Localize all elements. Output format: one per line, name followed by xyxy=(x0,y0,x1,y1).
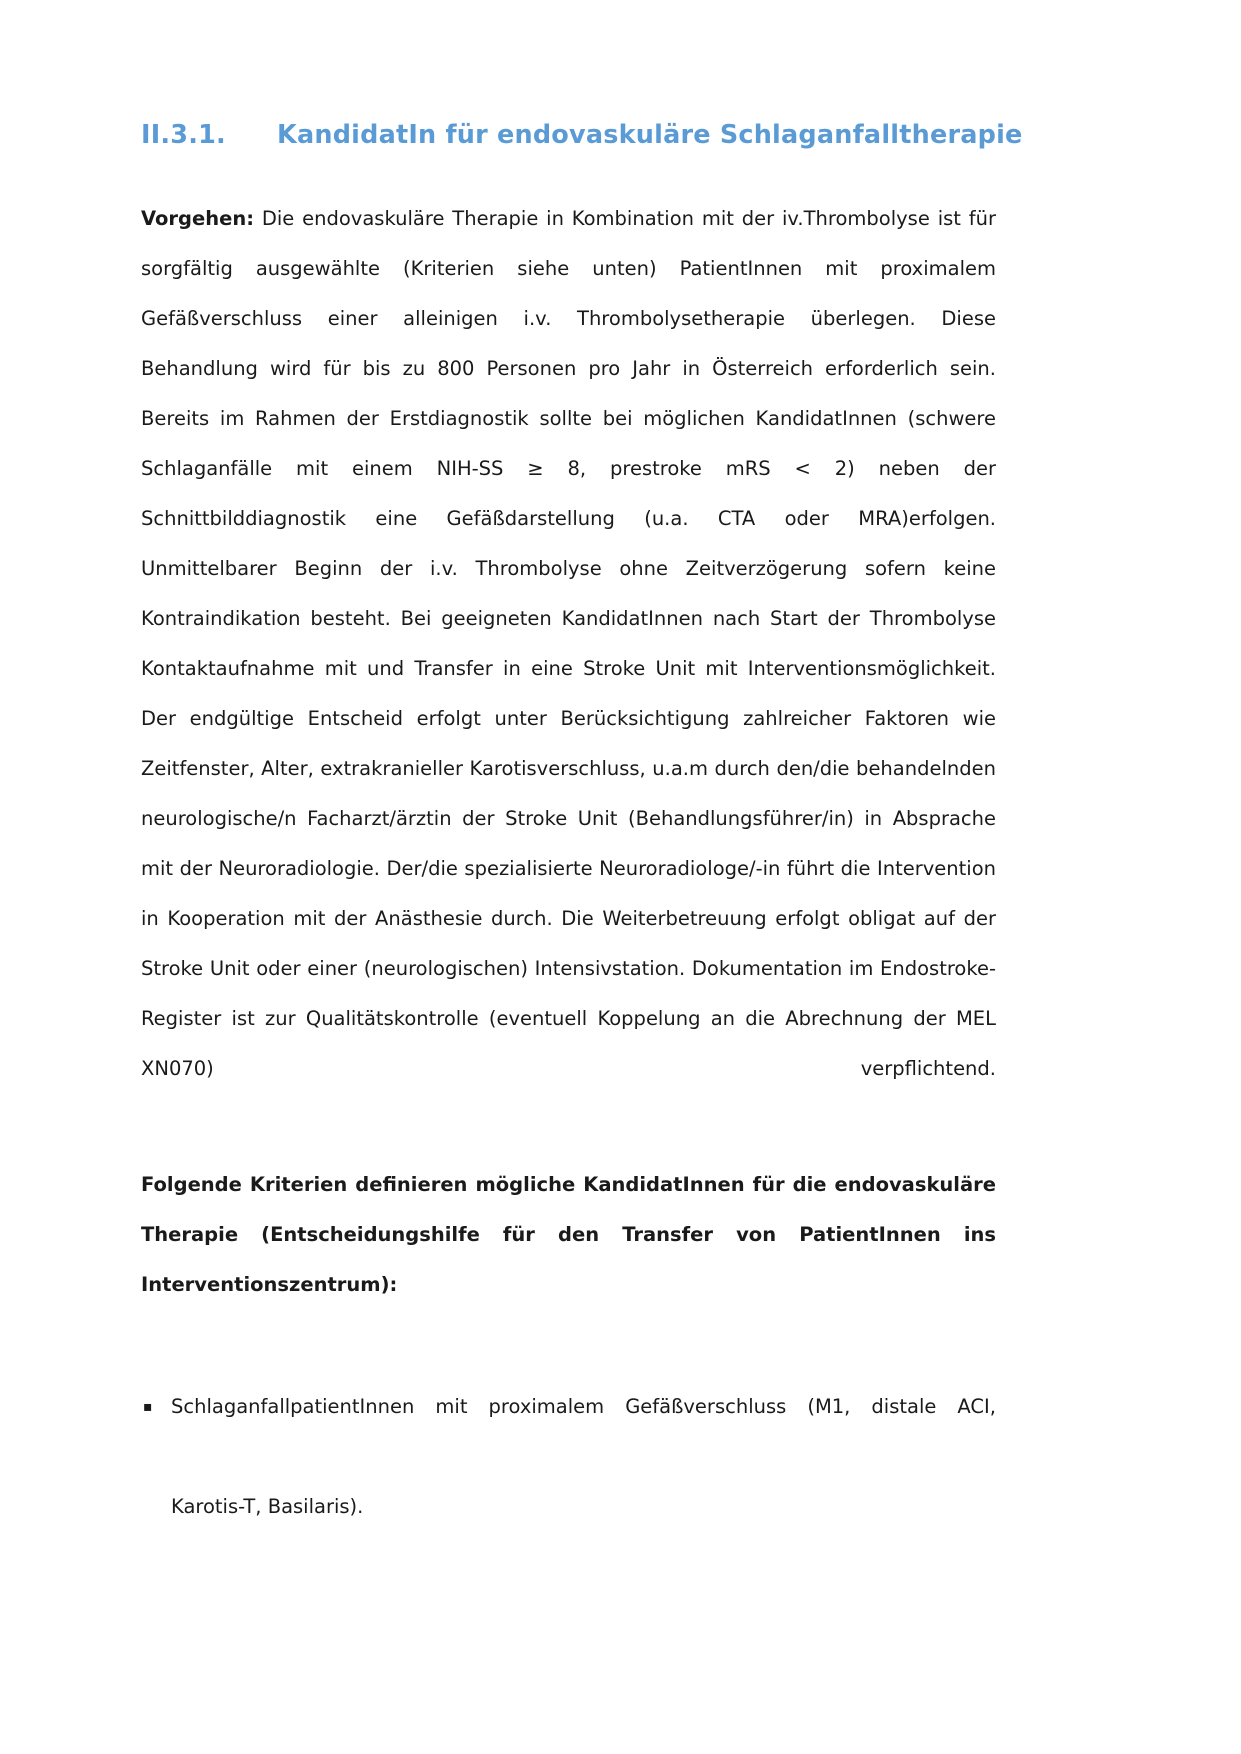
section-heading xyxy=(141,120,1101,150)
paragraph-criteria-intro xyxy=(141,1160,996,1360)
criteria-bullet-list xyxy=(141,1382,996,1532)
paragraph-vorgehen xyxy=(141,194,996,1144)
section-title: KandidatIn für endovaskuläre Schlaganfalltherapie xyxy=(277,120,1023,150)
square-bullet-icon: ▪ xyxy=(143,1399,153,1415)
list-item xyxy=(141,1382,996,1532)
section-number: II.3.1. xyxy=(141,120,226,150)
criteria-intro-text: Folgende Kriterien definieren mögliche KandidatInnen für die endovaskuläre Therapie (Entscheidungshilfe für den Transfer von PatientInnen ins Interventionszentrum): xyxy=(141,1173,996,1296)
list-item-line-2: Karotis-T, Basilaris). xyxy=(171,1495,364,1518)
vorgehen-body-text: Die endovaskuläre Therapie in Kombination mit der iv.Thrombolyse ist für sorgfältig ausgewählte (Kriterien siehe unten) PatientInnen mit proximalem Gefäßverschluss einer alleinigen i.v. Thrombolysetherapie überlegen. Diese Behandlung wird für bis zu 800 Personen pro Jahr in Österreich erforderlich sein. Bereits im Rahmen der Erstdiagnostik sollte bei möglichen KandidatInnen (schwere Schlaganfälle mit einem NIH-SS ≥ 8, prestroke mRS < 2) neben der Schnittbilddiagnostik eine Gefäßdarstellung (u.a. CTA oder MRA)erfolgen. Unmittelbarer Beginn der i.v. Thrombolyse ohne Zeitverzögerung sofern keine Kontraindikation besteht. Bei geeigneten KandidatInnen nach Start der Thrombolyse Kontaktaufnahme mit und Transfer in eine Stroke Unit mit Interventionsmöglichkeit. Der endgültige Entscheid erfolgt unter Berücksichtigung zahlreicher Faktoren wie Zeitfenster, Alter, extrakranieller Karotisverschluss, u.a.m durch den/die behandelnden neurologische/n Facharzt/ärztin der Stroke Unit (Behandlungsführer/in) in Absprache mit der Neuroradiologie. Der/die spezialisierte Neuroradiologe/-in führt die Intervention in Kooperation mit der Anästhesie durch. Die Weiterbetreuung erfolgt obligat auf der Stroke Unit oder einer (neurologischen) Intensivstation. Dokumentation im Endostroke-Register ist zur Qualitätskontrolle (eventuell Koppelung an die Abrechnung der MEL XN070) verpflichtend. xyxy=(141,207,996,1080)
vorgehen-label: Vorgehen: xyxy=(141,207,255,230)
list-item-line-1: SchlaganfallpatientInnen mit proximalem Gefäßverschluss (M1, distale ACI, xyxy=(171,1395,996,1418)
